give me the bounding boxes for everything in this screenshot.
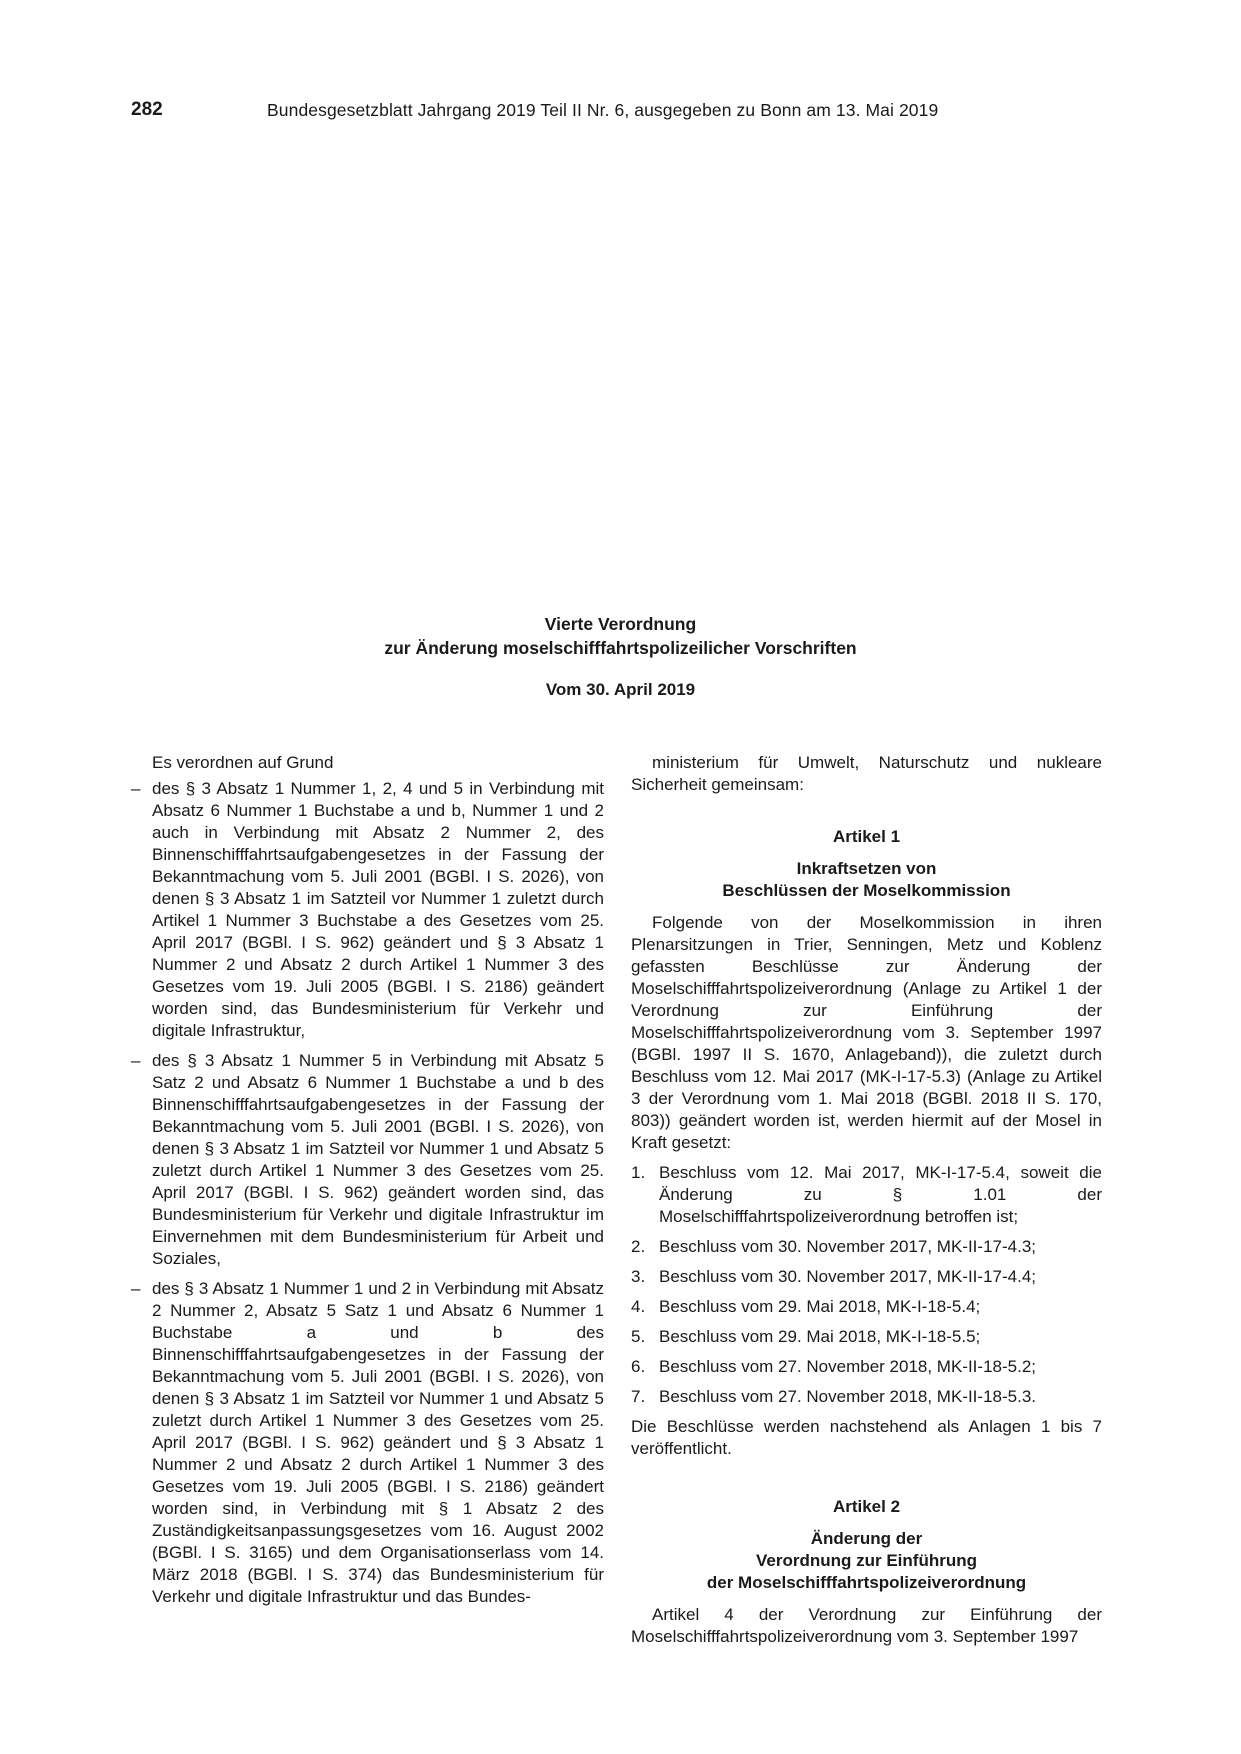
list-item [631, 1266, 1102, 1288]
page-number: 282 [131, 99, 163, 120]
list-item [631, 1356, 1102, 1378]
article-1-closing: Die Beschlüsse werden nachstehend als Anlagen 1 bis 7 veröffentlicht. [631, 1417, 1102, 1458]
list-number: 6. [631, 1357, 646, 1376]
article-2-heading: Artikel 2 [832, 1497, 901, 1516]
list-number: 7. [631, 1387, 646, 1406]
list-item [131, 1278, 604, 1608]
list-number: 3. [631, 1267, 646, 1286]
left-column [131, 752, 604, 1616]
document-title [0, 612, 1241, 660]
list-number: 1. [631, 1163, 646, 1182]
article-2-subtitle-2: Verordnung zur Einführung [756, 1551, 977, 1570]
list-item-text: Beschluss vom 27. November 2018, MK-II-18-5.3. [659, 1387, 1036, 1406]
list-item-text: Beschluss vom 27. November 2018, MK-II-18-5.2; [659, 1357, 1036, 1376]
list-number: 2. [631, 1237, 646, 1256]
continuation-text: ministerium für Umwelt, Naturschutz und nukleare Sicherheit gemeinsam: [631, 753, 1102, 794]
list-item [631, 1326, 1102, 1348]
title-line-2: zur Änderung moselschifffahrtspolizeilicher Vorschriften [384, 638, 857, 658]
list-item-text: Beschluss vom 12. Mai 2017, MK-I-17-5.4, soweit die Änderung zu § 1.01 der Moselschifffahrtspolizeiverordnung betroffen ist; [659, 1163, 1102, 1226]
dash-bullet: – [131, 1051, 141, 1070]
article-1-heading: Artikel 1 [832, 827, 901, 846]
list-number: 4. [631, 1297, 646, 1316]
list-item-text: des § 3 Absatz 1 Nummer 1 und 2 in Verbindung mit Absatz 2 Nummer 2, Absatz 5 Satz 1 und Absatz 6 Nummer 1 Buchstabe a und b des Binnenschifffahrtsaufgabengesetzes in der Fassung der Bekanntmachung vom 5. Juli 2001 (BGBl. I S. 2026), von denen § 3 Absatz 1 im Satzteil vor Nummer 1 und Absatz 5 zuletzt durch Artikel 1 Nummer 3 des Gesetzes vom 25. April 2017 (BGBl. I S. 962) geändert und § 3 Absatz 1 Nummer 2 und Absatz 2 durch Artikel 1 Nummer 3 des Gesetzes vom 19. Juli 2005 (BGBl. I S. 2186) geändert worden sind, in Verbindung mit § 1 Absatz 2 des Zuständigkeitsanpassungsgesetzes vom 16. August 2002 (BGBl. I S. 3165) und dem Organisationserlass vom 14. März 2018 (BGBl. I S. 374) das Bundesministerium für Verkehr und digitale Infrastruktur und das Bundes- [152, 1279, 604, 1606]
document-date: Vom 30. April 2019 [545, 680, 696, 699]
running-header: Bundesgesetzblatt Jahrgang 2019 Teil II Nr. 6, ausgegeben zu Bonn am 13. Mai 2019 [267, 100, 939, 120]
article-1-text: Folgende von der Moselkommission in ihren Plenarsitzungen in Trier, Senningen, Metz und Koblenz gefassten Beschlüsse zur Änderung der Moselschifffahrtspolizeiverordnung (Anlage zu Artikel 1 der Verordnung zur Einführung der Moselschifffahrtspolizeiverordnung vom 3. September 1997 (BGBl. 1997 II S. 1670, Anlageband)), die zuletzt durch Beschluss vom 12. Mai 2017 (MK-I-17-5.3) (Anlage zu Artikel 3 der Verordnung vom 1. Mai 2018 (BGBl. 2018 II S. 170, 803)) geändert worden ist, werden hiermit auf der Mosel in Kraft gesetzt: [631, 913, 1102, 1152]
article-2-subtitle-3: der Moselschifffahrtspolizeiverordnung [706, 1573, 1027, 1592]
dash-bullet: – [131, 779, 141, 798]
list-item-text: Beschluss vom 30. November 2017, MK-II-17-4.4; [659, 1267, 1036, 1286]
list-item-text: Beschluss vom 30. November 2017, MK-II-17-4.3; [659, 1237, 1036, 1256]
intro-text: Es verordnen auf Grund [152, 753, 334, 772]
list-item-text: des § 3 Absatz 1 Nummer 1, 2, 4 und 5 in Verbindung mit Absatz 6 Nummer 1 Buchstabe a und b, Nummer 1 und 2 auch in Verbindung mit Absatz 2 Nummer 2, des Binnenschifffahrtsaufgabengesetzes in der Fassung der Bekanntmachung vom 5. Juli 2001 (BGBl. I S. 2026), von denen § 3 Absatz 1 im Satzteil vor Nummer 1 zuletzt durch Artikel 1 Nummer 3 Buchstabe a des Gesetzes vom 25. April 2017 (BGBl. I S. 962) geändert und § 3 Absatz 1 Nummer 2 und Absatz 2 durch Artikel 1 Nummer 3 des Gesetzes vom 19. Juli 2005 (BGBl. I S. 2186) geändert worden sind, das Bundesministerium für Verkehr und digitale Infrastruktur, [152, 779, 604, 1040]
list-item [631, 1386, 1102, 1408]
list-item [631, 1162, 1102, 1228]
list-item [131, 778, 604, 1042]
list-number: 5. [631, 1327, 646, 1346]
right-column [631, 752, 1102, 1648]
article-1-subtitle-2: Beschlüssen der Moselkommission [722, 881, 1011, 900]
title-line-1: Vierte Verordnung [544, 614, 697, 634]
list-item [631, 1296, 1102, 1318]
list-item-text: Beschluss vom 29. Mai 2018, MK-I-18-5.5; [659, 1327, 981, 1346]
list-item [131, 1050, 604, 1270]
article-2-text: Artikel 4 der Verordnung zur Einführung der Moselschifffahrtspolizeiverordnung vom 3. September 1997 [631, 1605, 1102, 1646]
list-item-text: Beschluss vom 29. Mai 2018, MK-I-18-5.4; [659, 1297, 981, 1316]
list-item-text: des § 3 Absatz 1 Nummer 5 in Verbindung mit Absatz 5 Satz 2 und Absatz 6 Nummer 1 Buchstabe a und b des Binnenschifffahrtsaufgabengesetzes in der Fassung der Bekanntmachung vom 5. Juli 2001 (BGBl. I S. 2026), von denen § 3 Absatz 1 im Satzteil vor Nummer 1 und Absatz 5 zuletzt durch Artikel 1 Nummer 3 des Gesetzes vom 25. April 2017 (BGBl. I S. 962) geändert worden sind, das Bundesministerium für Verkehr und digitale Infrastruktur im Einvernehmen mit dem Bundesministerium für Arbeit und Soziales, [152, 1051, 604, 1268]
article-2-subtitle-1: Änderung der [810, 1529, 923, 1548]
list-item [631, 1236, 1102, 1258]
dash-bullet: – [131, 1279, 141, 1298]
article-1-subtitle-1: Inkraftsetzen von [796, 859, 937, 878]
